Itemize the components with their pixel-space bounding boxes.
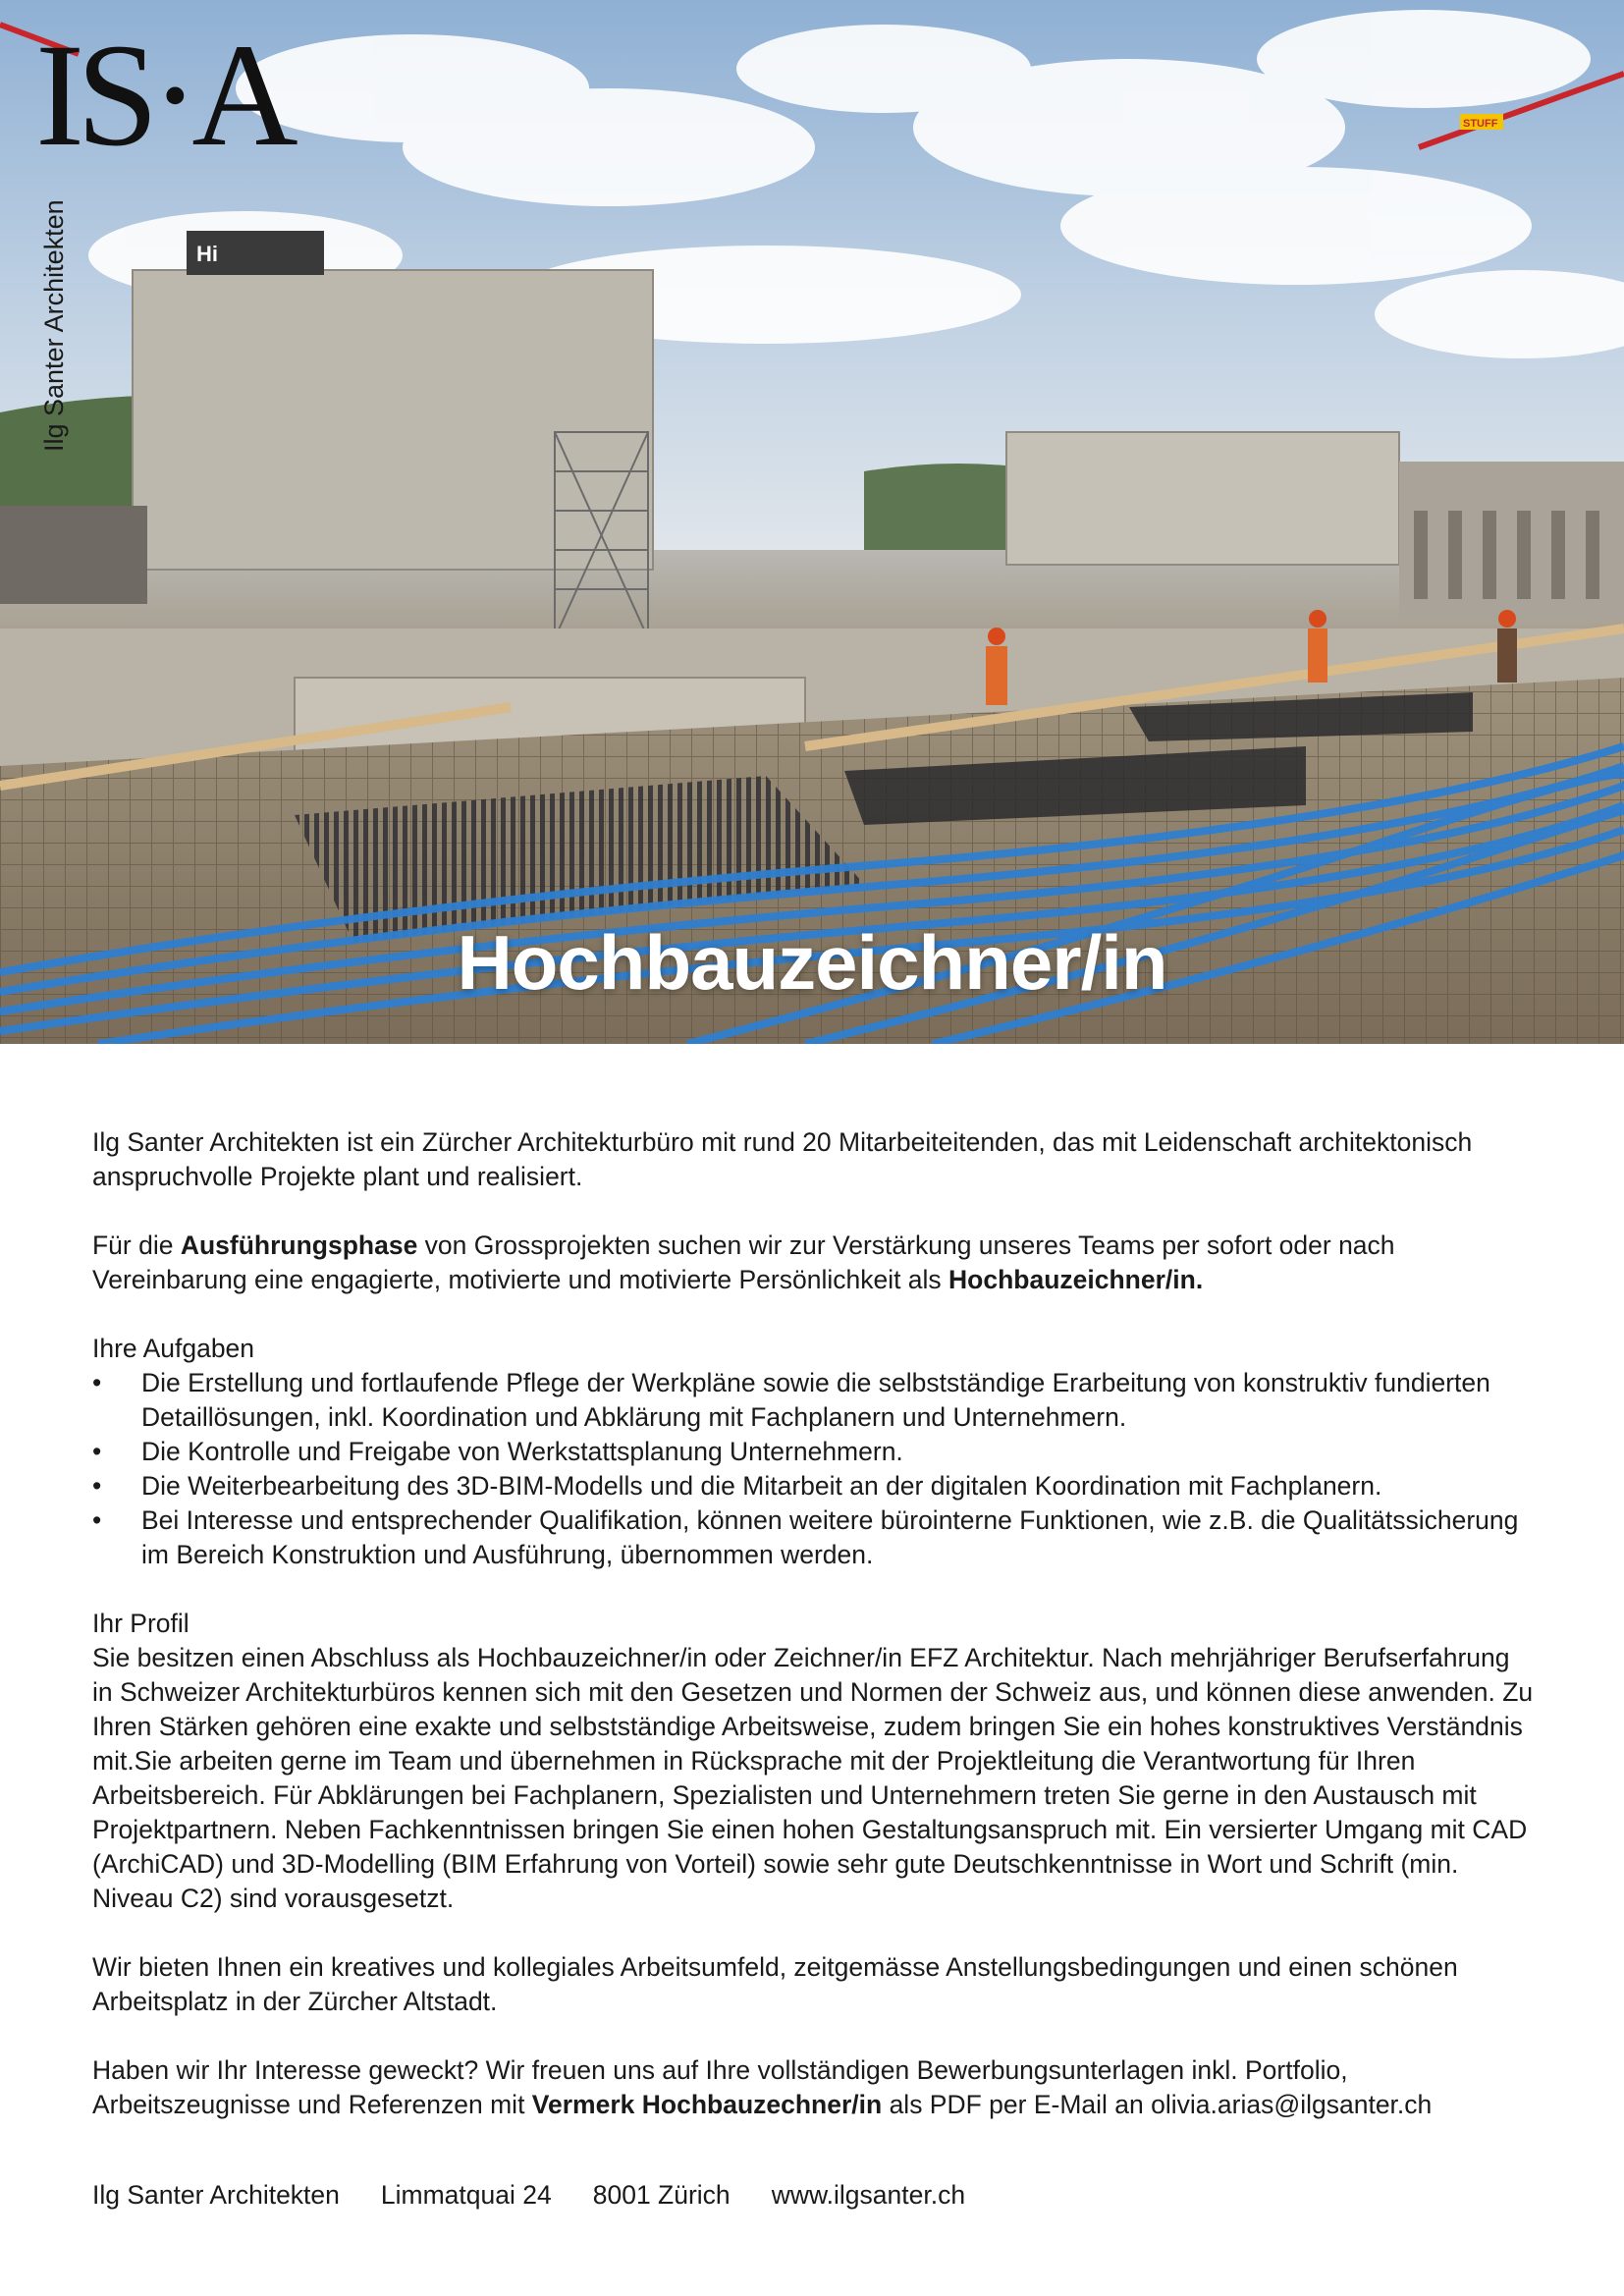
company-logo: IS·A	[35, 14, 291, 177]
apply-paragraph	[92, 2053, 1536, 2122]
footer	[92, 2178, 965, 2213]
task-text: Die Kontrolle und Freigabe von Werkstattsplanung Unternehmern.	[141, 1437, 903, 1466]
bullet-icon: •	[92, 1437, 102, 1466]
bullet-icon: •	[92, 1505, 102, 1535]
tasks-list	[92, 1366, 1536, 1572]
bullet-icon: •	[92, 1368, 102, 1397]
hero-image	[0, 0, 1624, 1044]
profile-paragraph: Sie besitzen einen Abschluss als Hochbauzeichner/in oder Zeichner/in EFZ Architektur. Nach mehrjähriger Berufserfahrung in Schweizer Architekturbüros kennen sich mit den Gesetzen und Normen der Schweiz aus, und können diese anwenden. Zu Ihren Stärken gehören eine exakte und selbstständige Arbeitsweise, zudem bringen Sie ein hohes konstruktives Verständnis mit.Sie arbeiten gerne im Team und übernehmen in Rücksprache mit der Projektleitung die Verantwortung für Ihren Arbeitsbereich. Für Abklärungen bei Fachplanern, Spezialisten und Unternehmern treten Sie gerne in den Austausch mit Projektpartnern. Neben Fachkenntnissen bringen Sie einen hohen Gestaltungsanspruch mit. Ein versierter Umgang mit CAD (ArchiCAD) und 3D-Modelling (BIM Erfahrung von Vorteil) sowie sehr gute Deutschkenntnisse in Wort und Schrift (min. Niveau C2) sind vorausgesetzt.	[92, 1643, 1534, 1913]
email-link[interactable]: olivia.arias@ilgsanter.ch	[1151, 2090, 1433, 2119]
job-description	[92, 1125, 1536, 2157]
crane-label: STUFF	[1463, 118, 1498, 130]
apply-bold-reference: Vermerk Hochbauzechner/in	[531, 2090, 883, 2119]
list-item	[92, 1435, 1536, 1469]
offer-paragraph: Wir bieten Ihnen ein kreatives und kollegiales Arbeitsumfeld, zeitgemässe Anstellungsbedingungen und einen schönen Arbeitsplatz in der Zürcher Altstadt.	[92, 1952, 1458, 2016]
task-text: Die Erstellung und fortlaufende Pflege der Werkpläne sowie die selbstständige Erarbeitung von konstruktiv fundierten Detaillösungen, inkl. Koordination und Abklärung mit Fachplanern und Unternehmern.	[141, 1368, 1490, 1432]
task-text: Die Weiterbearbeitung des 3D-BIM-Modells und die Mitarbeit an der digitalen Koordination mit Fachplanern.	[141, 1471, 1382, 1501]
building-sign: Hi	[196, 242, 218, 266]
list-item	[92, 1366, 1536, 1435]
apply-text-2: als PDF per E-Mail an	[882, 2090, 1152, 2119]
search-paragraph	[92, 1229, 1536, 1297]
company-name-vertical: Ilg Santer Architekten	[39, 199, 69, 452]
footer-company: Ilg Santer Architekten	[92, 2180, 340, 2210]
job-title: Hochbauzeichner/in	[457, 919, 1167, 1006]
search-bold-role: Hochbauzeichner/in.	[948, 1265, 1204, 1294]
task-text: Bei Interesse und entsprechender Qualifikation, können weitere bürointerne Funktionen, wie z.B. die Qualitätssicherung im Bereich Konstruktion und Ausführung, übernommen werden.	[141, 1505, 1519, 1569]
footer-street: Limmatquai 24	[380, 2180, 552, 2210]
bullet-icon: •	[92, 1471, 102, 1501]
search-text-1: Für die	[92, 1230, 181, 1260]
intro-paragraph: Ilg Santer Architekten ist ein Zürcher Architekturbüro mit rund 20 Mitarbeiteitenden, das mit Leidenschaft architektonisch anspruchvolle Projekte plant und realisiert.	[92, 1127, 1473, 1191]
tasks-heading: Ihre Aufgaben	[92, 1334, 255, 1363]
footer-city: 8001 Zürich	[592, 2180, 731, 2210]
footer-website-link[interactable]: www.ilgsanter.ch	[771, 2180, 966, 2210]
search-text-2: von Grossprojekten suchen wir zur Verstärkung unseres Teams per sofort oder nach Vereinbarung eine engagierte, motivierte und motivierte Persönlichkeit als	[92, 1230, 1395, 1294]
profile-heading: Ihr Profil	[92, 1609, 189, 1638]
search-bold-phase: Ausführungsphase	[180, 1230, 418, 1260]
list-item	[92, 1503, 1536, 1572]
apply-text-1: Haben wir Ihr Interesse geweckt? Wir freuen uns auf Ihre vollständigen Bewerbungsunterlagen inkl. Portfolio, Arbeitszeugnisse und Referenzen mit	[92, 2055, 1348, 2119]
list-item	[92, 1469, 1536, 1503]
